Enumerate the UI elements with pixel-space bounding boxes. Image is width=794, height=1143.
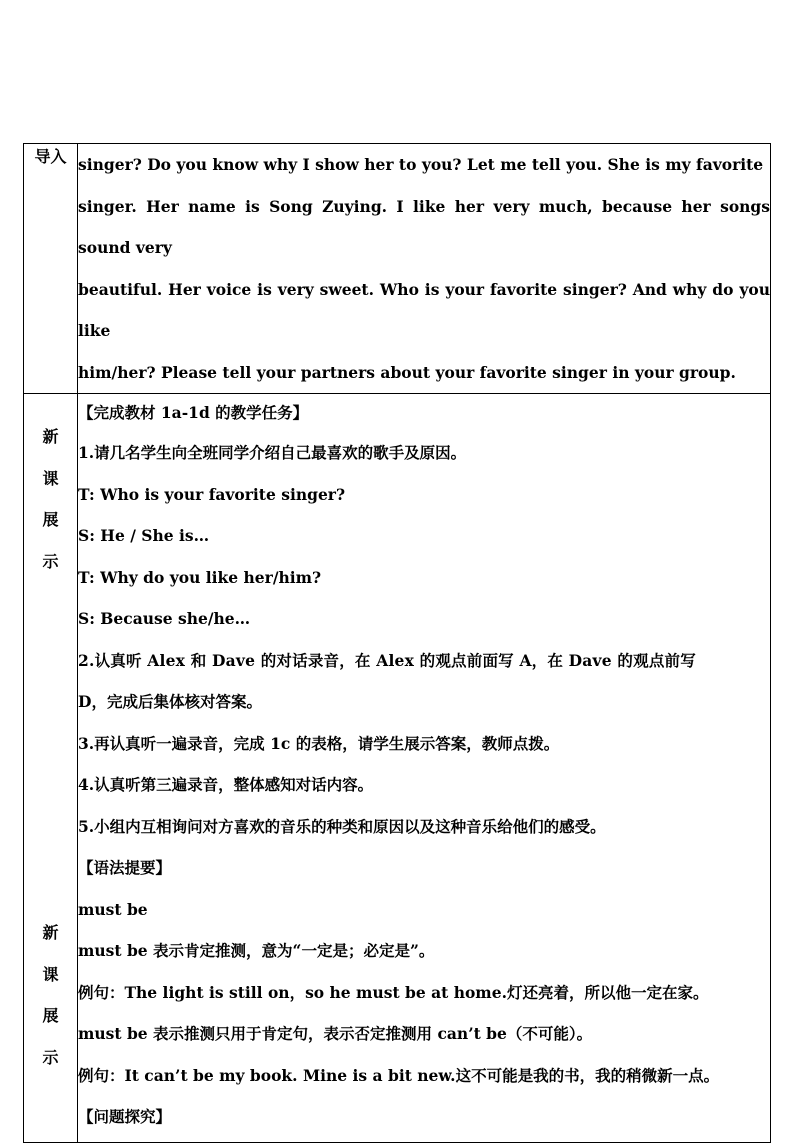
task-item: 5.小组内互相询问对方喜欢的音乐的种类和原因以及这种音乐给他们的感受。: [78, 816, 606, 836]
grammar-term: must be: [78, 899, 148, 919]
task-item-continued: D，完成后集体核对答案。: [78, 692, 262, 711]
section-heading: 【完成教材 1a-1d 的教学任务】: [78, 403, 309, 422]
dialogue-line: T: Why do you like her/him?: [78, 567, 322, 587]
intro-label-cell: [24, 144, 78, 394]
label-char: 展: [42, 510, 59, 529]
main-label-cell: [24, 394, 78, 1143]
lesson-plan-table: [23, 143, 771, 1143]
section-heading: 【语法提要】: [78, 858, 172, 877]
label-char: 新: [42, 923, 59, 942]
section-heading: 【问题探究】: [78, 1107, 172, 1126]
dialogue-line: S: He / She is…: [78, 526, 210, 545]
intro-label: 导入: [34, 147, 67, 166]
label-char: 新: [42, 427, 59, 446]
intro-line: singer? Do you know why I show her to you? Let me tell you. She is my favorite: [78, 155, 764, 174]
section-label-bottom: [24, 912, 77, 1078]
intro-line: singer. Her name is Song Zuying. I like her very much, because her songs sound very: [78, 196, 770, 257]
dialogue-line: T: Who is your favorite singer?: [78, 484, 346, 504]
label-char: 课: [42, 468, 59, 488]
grammar-note: must be 表示推测只用于肯定句，表示否定推测用 can’t be（不可能）。: [78, 1024, 593, 1043]
main-content-cell: [78, 394, 771, 1143]
label-char: 示: [42, 1047, 59, 1067]
example-sentence: 例句：It can’t be my book. Mine is a bit new.这不可能是我的书，我的稍微新一点。: [78, 1065, 720, 1085]
main-row: [24, 394, 771, 1143]
intro-content-cell: [78, 144, 771, 394]
intro-line: beautiful. Her voice is very sweet. Who is your favorite singer? And why do you like: [78, 279, 770, 340]
label-char: 展: [42, 1006, 59, 1025]
intro-line: him/her? Please tell your partners about your favorite singer in your group.: [78, 362, 736, 382]
example-sentence: 例句：The light is still on，so he must be at home.灯还亮着，所以他一定在家。: [78, 982, 709, 1002]
grammar-note: must be 表示肯定推测，意为“一定是；必定是”。: [78, 941, 435, 960]
label-char: 课: [42, 964, 59, 984]
task-item: 2.认真听 Alex 和 Dave 的对话录音，在 Alex 的观点前面写 A，在 Dave 的观点前写: [78, 650, 696, 670]
dialogue-line: S: Because she/he…: [78, 609, 251, 628]
intro-row: [24, 144, 771, 394]
task-item: 3.再认真听一遍录音，完成 1c 的表格，请学生展示答案，教师点拨。: [78, 733, 560, 753]
label-char: 示: [42, 551, 59, 571]
task-item: 1.请几名学生向全班同学介绍自己最喜欢的歌手及原因。: [78, 443, 467, 462]
section-label-top: [24, 416, 77, 582]
task-item: 4.认真听第三遍录音，整体感知对话内容。: [78, 775, 374, 794]
